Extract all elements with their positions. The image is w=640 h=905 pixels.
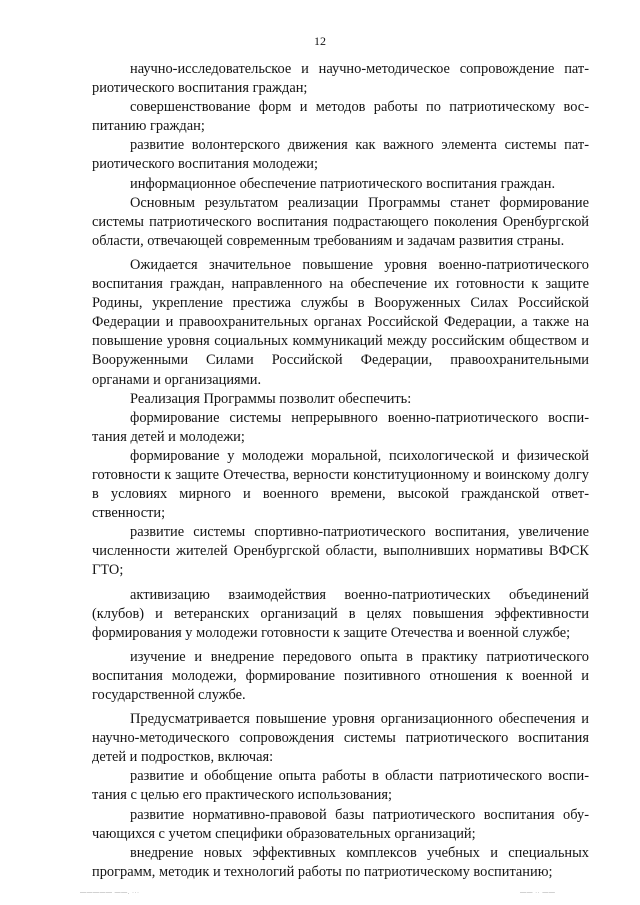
paragraph: развитие системы спортивно-патриотического воспитания, увеличение численности жителей Оренбургской области, выполнивших нормативы ВФСК ГТО; — [92, 524, 589, 579]
paragraph: научно-исследовательское и научно-методическое сопровождение патриотического воспитания граждан; — [92, 61, 589, 97]
paragraph: Ожидается значительное повышение уровня военно-патриотического воспитания граждан, направленного на обеспечение их готовности к защите Родины, укрепление престижа службы в Вооруженных Силах Российской Федерации и правоохранительных органах Российской Федерации, а также на повышение уровня социальных коммуникаций между российским обществом и Вооруженными Силами Российской Федерации, правоохранительными органами и организациями. — [92, 256, 589, 388]
paragraph: совершенствование форм и методов работы по патриотическому воспитанию граждан; — [92, 99, 589, 135]
document-body — [92, 60, 589, 882]
paragraph: Реализация Программы позволит обеспечить: — [130, 390, 412, 407]
scan-artifact-right: —— ·· —— — [520, 890, 556, 896]
paragraph: Предусматривается повышение уровня организационного обеспечения и научно-методического сопровождения системы патриотического воспитания детей и подростков, включая: — [92, 711, 589, 766]
page-number: 12 — [314, 34, 326, 48]
paragraph: активизацию взаимодействия военно-патриотических объединений (клубов) и ветеранских организаций в целях повышения эффективности формирования у молодежи готовности к защите Отечества и военной службе; — [92, 586, 589, 641]
paragraph: Основным результатом реализации Программы станет формирование системы патриотического воспитания подрастающего поколения Оренбургской области, отвечающей современным требованиям и задачам развития страны. — [92, 194, 589, 249]
paragraph: формирование у молодежи моральной, психологической и физической готовности к защите Отечества, верности конституционному и воинскому долгу в условиях мирного и военного времени, высокой гражданской ответственности; — [92, 447, 589, 522]
paragraph: развитие нормативно-правовой базы патриотического воспитания обучающихся с учетом специфики образовательных организаций; — [92, 806, 589, 842]
paragraph: развитие и обобщение опыта работы в области патриотического воспитания с целью его практического использования; — [92, 768, 589, 804]
paragraph: изучение и внедрение передового опыта в практику патриотического воспитания молодежи, формирование позитивного отношения к военной и государственной службе. — [92, 648, 589, 703]
paragraph: формирование системы непрерывного военно-патриотического воспитания детей и молодежи; — [92, 409, 589, 445]
scan-artifact-left: ————— ——. ··· — [80, 890, 140, 896]
paragraph: информационное обеспечение патриотического воспитания граждан. — [130, 175, 556, 192]
paragraph: развитие волонтерского движения как важного элемента системы патриотического воспитания молодежи; — [92, 137, 589, 173]
paragraph: внедрение новых эффективных комплексов учебных и специальных программ, методик и технологий работы по патриотическому воспитанию; — [92, 844, 589, 880]
